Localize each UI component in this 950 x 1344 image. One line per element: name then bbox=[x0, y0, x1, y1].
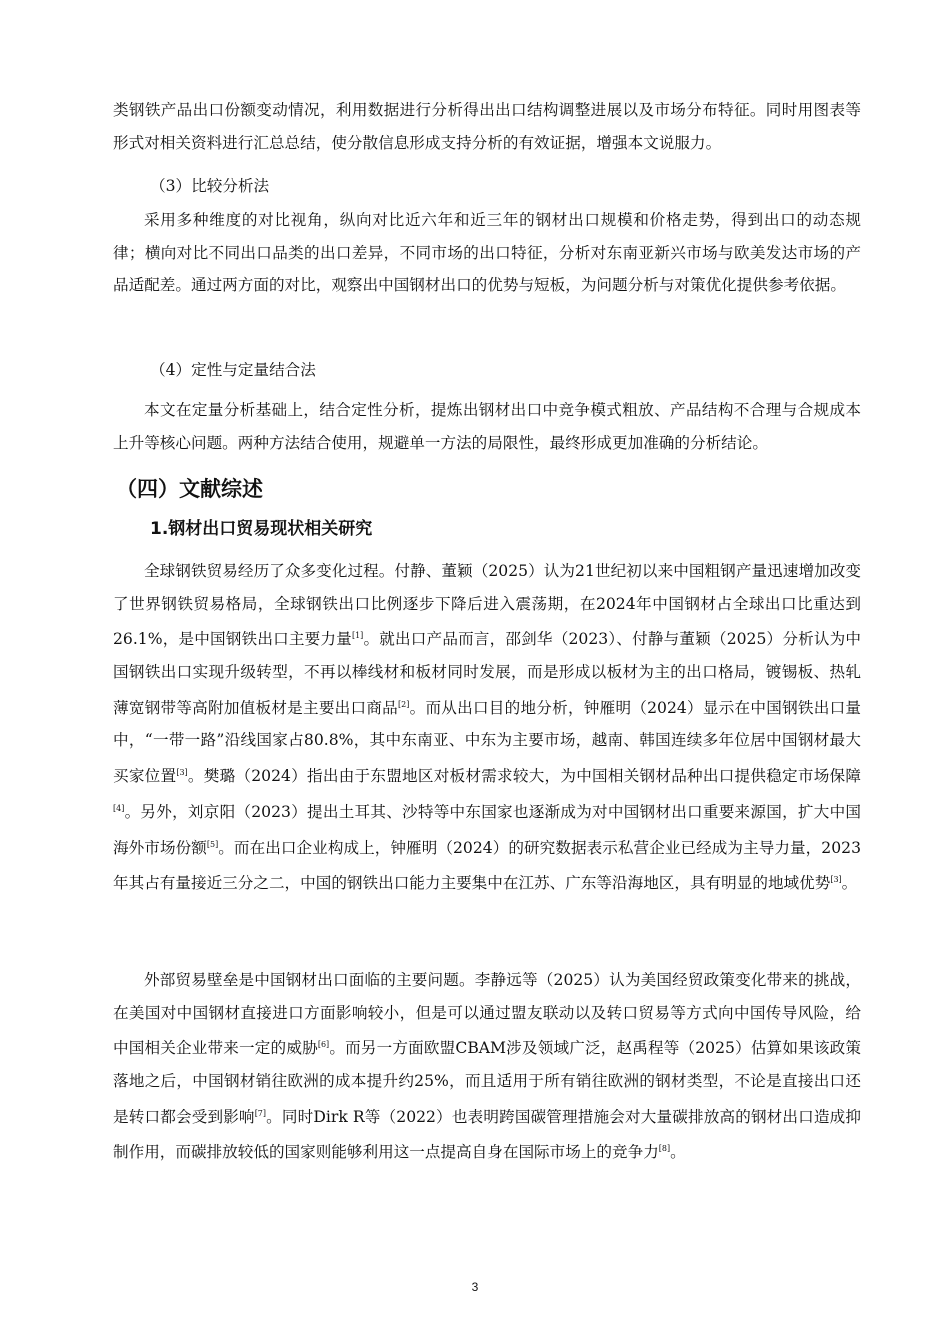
citation-ref: [2] bbox=[398, 699, 410, 709]
citation-ref: [4] bbox=[113, 803, 125, 813]
citation-ref: [6] bbox=[317, 1040, 330, 1050]
subsection-heading-export-status: 1.钢材出口贸易现状相关研究 bbox=[150, 519, 373, 539]
review-text: 。而另一方面欧盟CBAM涉及领域广泛，赵禹程等（2025）估算如果该政策落地之后，中国钢材销往欧洲的成本提升约25%，而且适用于所有销往欧洲的钢材类型，不论是直接出口还是转口都会受到影响 bbox=[113, 1039, 861, 1126]
review-text: 。而在出口企业构成上，钟雁明（2024）的研究数据表示私营企业已经成为主导力量，2023年其占有量接近三分之二，中国的钢铁出口能力主要集中在江苏、广东等沿海地区，具有明显的地域优势 bbox=[113, 838, 861, 893]
method-3-heading: （3）比较分析法 bbox=[150, 177, 270, 195]
review-text: 。 bbox=[841, 874, 858, 893]
citation-ref: [1] bbox=[351, 631, 364, 641]
page-number: 3 bbox=[471, 1280, 479, 1294]
paragraph-method-4: 本文在定量分析基础上，结合定性分析，提炼出钢材出口中竞争模式粗放、产品结构不合理与合规成本上升等核心问题。两种方法结合使用，规避单一方法的局限性，最终形成更加准确的分析结论。 bbox=[113, 401, 861, 452]
citation-ref: [7] bbox=[254, 1108, 267, 1118]
review-text: 外部贸易壁垒是中国钢材出口面临的主要问题。李静远等（2025）认为美国经贸政策变化带来的挑战，在美国对中国钢材直接进口方面影响较小，但是可以通过盟友联动以及转口贸易等方式向中国传导风险，给中国相关企业带来一定的威胁 bbox=[113, 971, 861, 1058]
citation-ref: [3] bbox=[830, 875, 842, 885]
paragraph-method-3: 采用多种维度的对比视角，纵向对比近六年和近三年的钢材出口规模和价格走势，得到出口的动态规律；横向对比不同出口品类的出口差异，不同市场的出口特征，分析对东南亚新兴市场与欧美发达市场的产品适配差。通过两方面的对比，观察出中国钢材出口的优势与短板，为问题分析与对策优化提供参考依据。 bbox=[113, 211, 861, 295]
review-text: 。樊璐（2024）指出由于东盟地区对板材需求较大，为中国相关钢材品种出口提供稳定市场保障 bbox=[187, 767, 861, 786]
citation-ref: [8] bbox=[658, 1144, 671, 1154]
review-text: 。另外，刘京阳（2023）提出土耳其、沙特等中东国家也逐渐成为对中国钢材出口重要来源国，扩大中国海外市场份额 bbox=[113, 802, 861, 857]
section-heading-literature-review: （四）文献综述 bbox=[116, 477, 263, 501]
citation-ref: [3] bbox=[176, 767, 188, 777]
review-text: 。而从出口目的地分析，钟雁明（2024）显示在中国钢铁出口量中，“一带一路”沿线国家占80.8%，其中东南亚、中东为主要市场，越南、韩国连续多年位居中国钢材最大买家位置 bbox=[113, 698, 861, 786]
review-text: 全球钢铁贸易经历了众多变化过程。付静、董颖（2025）认为21世纪初以来中国粗钢产量迅速增加改变了世界钢铁贸易格局，全球钢铁出口比例逐步下降后进入震荡期，在2024年中国钢材占全球出口比重达到26.1%，是中国钢铁出口主要力量 bbox=[113, 562, 861, 649]
paragraph-intro-continued: 类钢铁产品出口份额变动情况，利用数据进行分析得出出口结构调整进展以及市场分布特征。同时用图表等形式对相关资料进行汇总总结，使分散信息形成支持分析的有效证据，增强本文说服力。 bbox=[113, 101, 861, 152]
citation-ref: [5] bbox=[206, 839, 219, 849]
method-4-heading: （4）定性与定量结合法 bbox=[150, 361, 316, 379]
review-text: 。同时Dirk R等（2022）也表明跨国碳管理措施会对大量碳排放高的钢材出口造成抑制作用，而碳排放较低的国家则能够利用这一点提高自身在国际市场上的竞争力 bbox=[113, 1107, 861, 1162]
review-text: 。就出口产品而言，邵剑华（2023）、付静与董颖（2025）分析认为中国钢铁出口实现升级转型，不再以棒线材和板材同时发展，而是形成以板材为主的出口格局，镀锡板、热轧薄宽钢带等高附加值板材是主要出口商品 bbox=[113, 630, 861, 717]
paragraph-review-1 bbox=[113, 555, 861, 900]
paragraph-review-2 bbox=[113, 964, 861, 1169]
review-text: 。 bbox=[670, 1143, 686, 1162]
